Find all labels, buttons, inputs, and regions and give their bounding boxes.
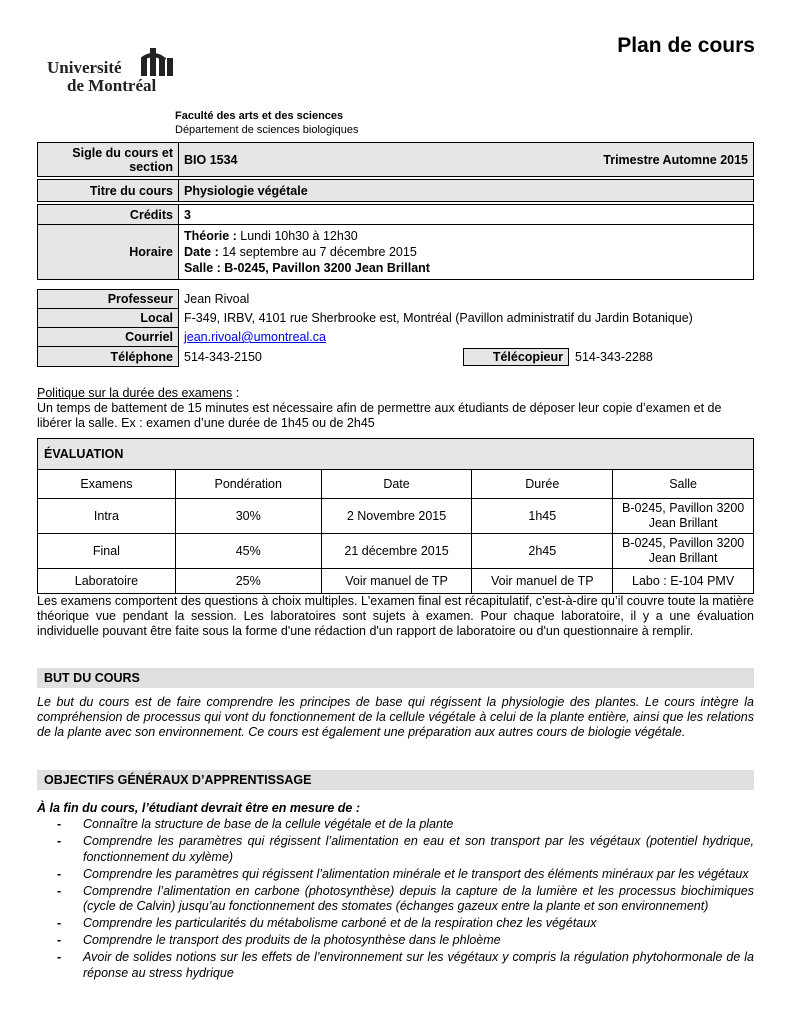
evaluation-table <box>37 438 754 594</box>
theorie-value: Lundi 10h30 à 12h30 <box>236 229 358 243</box>
table-cell: 21 décembre 2015 <box>321 534 472 569</box>
column-header: Examens <box>38 470 176 499</box>
table-cell: B-0245, Pavillon 3200 Jean Brillant <box>613 534 754 569</box>
objective-text: Comprendre les paramètres qui régissent l’alimentation en eau et son transport par les végétaux (potentiel hydrique, fonctionnement du xylème) <box>83 834 754 864</box>
column-header: Pondération <box>175 470 321 499</box>
prof-row <box>38 290 754 309</box>
table-cell: Intra <box>38 499 176 534</box>
date-label: Date : <box>184 245 219 259</box>
prof-value: Jean Rivoal <box>184 292 250 306</box>
list-item <box>57 950 754 981</box>
objective-text: Comprendre le transport des produits de la photosynthèse dans le phloème <box>83 933 501 947</box>
phone-row <box>38 347 754 367</box>
table-row <box>38 534 754 569</box>
title-label: Titre du cours <box>38 180 179 202</box>
table-cell: 2h45 <box>472 534 613 569</box>
objective-text: Avoir de solides notions sur les effets de l’environnement sur les végétaux y compris la régulation phytohormonale de la réponse au stress hydrique <box>83 950 754 980</box>
objective-text: Comprendre les particularités du métabolisme carboné et de la respiration chez les végétaux <box>83 916 597 930</box>
dash-bullet-icon: - <box>57 950 62 964</box>
theorie-label: Théorie : <box>184 229 237 243</box>
list-item <box>57 884 754 915</box>
table-cell: Voir manuel de TP <box>321 569 472 594</box>
objectives-list <box>57 817 754 983</box>
dash-bullet-icon: - <box>57 817 62 831</box>
list-item <box>57 817 754 833</box>
phone-value: 514-343-2150 <box>184 349 262 364</box>
list-item <box>57 867 754 883</box>
local-row <box>38 309 754 328</box>
credits-row <box>38 205 754 225</box>
faculty-block <box>175 109 358 137</box>
objective-text: Comprendre les paramètres qui régissent l’alimentation minérale et le transport des éléments minéraux par les végétaux <box>83 866 749 881</box>
local-label: Local <box>38 309 179 328</box>
column-header: Durée <box>472 470 613 499</box>
local-value: F-349, IRBV, 4101 rue Sherbrooke est, Montréal (Pavillon administratif du Jardin Botanique) <box>184 311 693 325</box>
trimester: Trimestre Automne 2015 <box>603 152 748 167</box>
dash-bullet-icon: - <box>57 834 62 848</box>
course-code: BIO 1534 <box>184 152 238 167</box>
logo-line-2: de Montréal <box>67 76 157 95</box>
table-cell: B-0245, Pavillon 3200 Jean Brillant <box>613 499 754 534</box>
objectives-intro: À la fin du cours, l’étudiant devrait être en mesure de : <box>37 801 360 815</box>
dash-bullet-icon: - <box>57 883 62 898</box>
email-label: Courriel <box>38 328 179 347</box>
prof-label: Professeur <box>38 290 179 309</box>
table-cell: 1h45 <box>472 499 613 534</box>
table-cell: 45% <box>175 534 321 569</box>
horaire-value <box>179 225 754 280</box>
email-link[interactable]: jean.rivoal@umontreal.ca <box>184 330 326 344</box>
dash-bullet-icon: - <box>57 916 62 930</box>
column-header: Date <box>321 470 472 499</box>
evaluation-heading: ÉVALUATION <box>38 439 754 470</box>
credits-value: 3 <box>179 205 754 225</box>
table-cell: Voir manuel de TP <box>472 569 613 594</box>
horaire-label: Horaire <box>38 225 179 280</box>
date-value: 14 septembre au 7 décembre 2015 <box>218 245 417 259</box>
policy-text: Un temps de battement de 15 minutes est nécessaire afin de permettre aux étudiants de déposer leur copie d’examen et de libérer la salle. Ex : examen d’une durée de 1h45 ou de 2h45 <box>37 401 722 430</box>
fax-value: 514-343-2288 <box>575 349 653 364</box>
exam-policy <box>37 386 754 431</box>
professor-table <box>37 289 754 367</box>
sigle-value <box>179 143 754 177</box>
logo-line-1: Université <box>47 58 122 77</box>
sigle-label: Sigle du cours et section <box>38 143 179 177</box>
evaluation-header-row <box>38 470 754 499</box>
dash-bullet-icon: - <box>57 933 62 947</box>
policy-title: Politique sur la durée des examens <box>37 386 233 400</box>
table-row <box>38 569 754 594</box>
table-row <box>38 499 754 534</box>
goal-text: Le but du cours est de faire comprendre les principes de base qui régissent la physiologie des plantes. Le cours intègre la compréhension de processus qui vont du fonctionnement de la cellule végétale à celui de la plante entière, ainsi que les relations de la plante avec son environnement. Ce cours est également une préparation aux autres cours de biologie végétale. <box>37 695 754 739</box>
title-row <box>38 180 754 202</box>
dash-bullet-icon: - <box>57 866 62 881</box>
phone-label: Téléphone <box>38 347 179 367</box>
logo-mark-icon <box>141 44 173 78</box>
fax-label: Télécopieur <box>463 348 569 366</box>
department-name: Département de sciences biologiques <box>175 124 359 136</box>
objective-text: Connaître la structure de base de la cellule végétale et de la plante <box>83 817 454 831</box>
table-cell: 25% <box>175 569 321 594</box>
table-cell: Laboratoire <box>38 569 176 594</box>
table-cell: Labo : E-104 PMV <box>613 569 754 594</box>
table-cell: 30% <box>175 499 321 534</box>
table-cell: Final <box>38 534 176 569</box>
policy-title-suffix: : <box>232 386 240 400</box>
horaire-row <box>38 225 754 280</box>
list-item <box>57 933 754 949</box>
faculty-name: Faculté des arts et des sciences <box>175 110 344 122</box>
goal-heading: BUT DU COURS <box>37 668 754 688</box>
sigle-row <box>38 143 754 177</box>
table-cell: 2 Novembre 2015 <box>321 499 472 534</box>
course-title: Physiologie végétale <box>179 180 754 202</box>
credits-label: Crédits <box>38 205 179 225</box>
salle-value: Salle : B-0245, Pavillon 3200 Jean Brillant <box>184 261 430 275</box>
column-header: Salle <box>613 470 754 499</box>
evaluation-note: Les examens comportent des questions à choix multiples. L'examen final est récapitulatif, c’est-à-dire qu’il couvre toute la matière théorique vue pendant la session. Les laboratoires sont sujets à examen. Pour chaque laboratoire, il y a une évaluation individuelle pouvant être faite sous la forme d'une rédaction d'un rapport de laboratoire ou d'un questionnaire à remplir. <box>37 594 754 638</box>
course-info-table <box>37 142 754 280</box>
email-row <box>38 328 754 347</box>
list-item <box>57 916 754 932</box>
list-item <box>57 834 754 865</box>
document-title: Plan de cours <box>617 34 755 57</box>
objectives-heading: OBJECTIFS GÉNÉRAUX D’APPRENTISSAGE <box>37 770 754 790</box>
objective-text: Comprendre l’alimentation en carbone (photosynthèse) depuis la capture de la lumière et les processus biochimiques (cycle de Calvin) jusqu’au fonctionnement des stomates (échanges gazeux entre la plante et son environnement) <box>83 883 754 913</box>
university-logo <box>47 44 177 96</box>
